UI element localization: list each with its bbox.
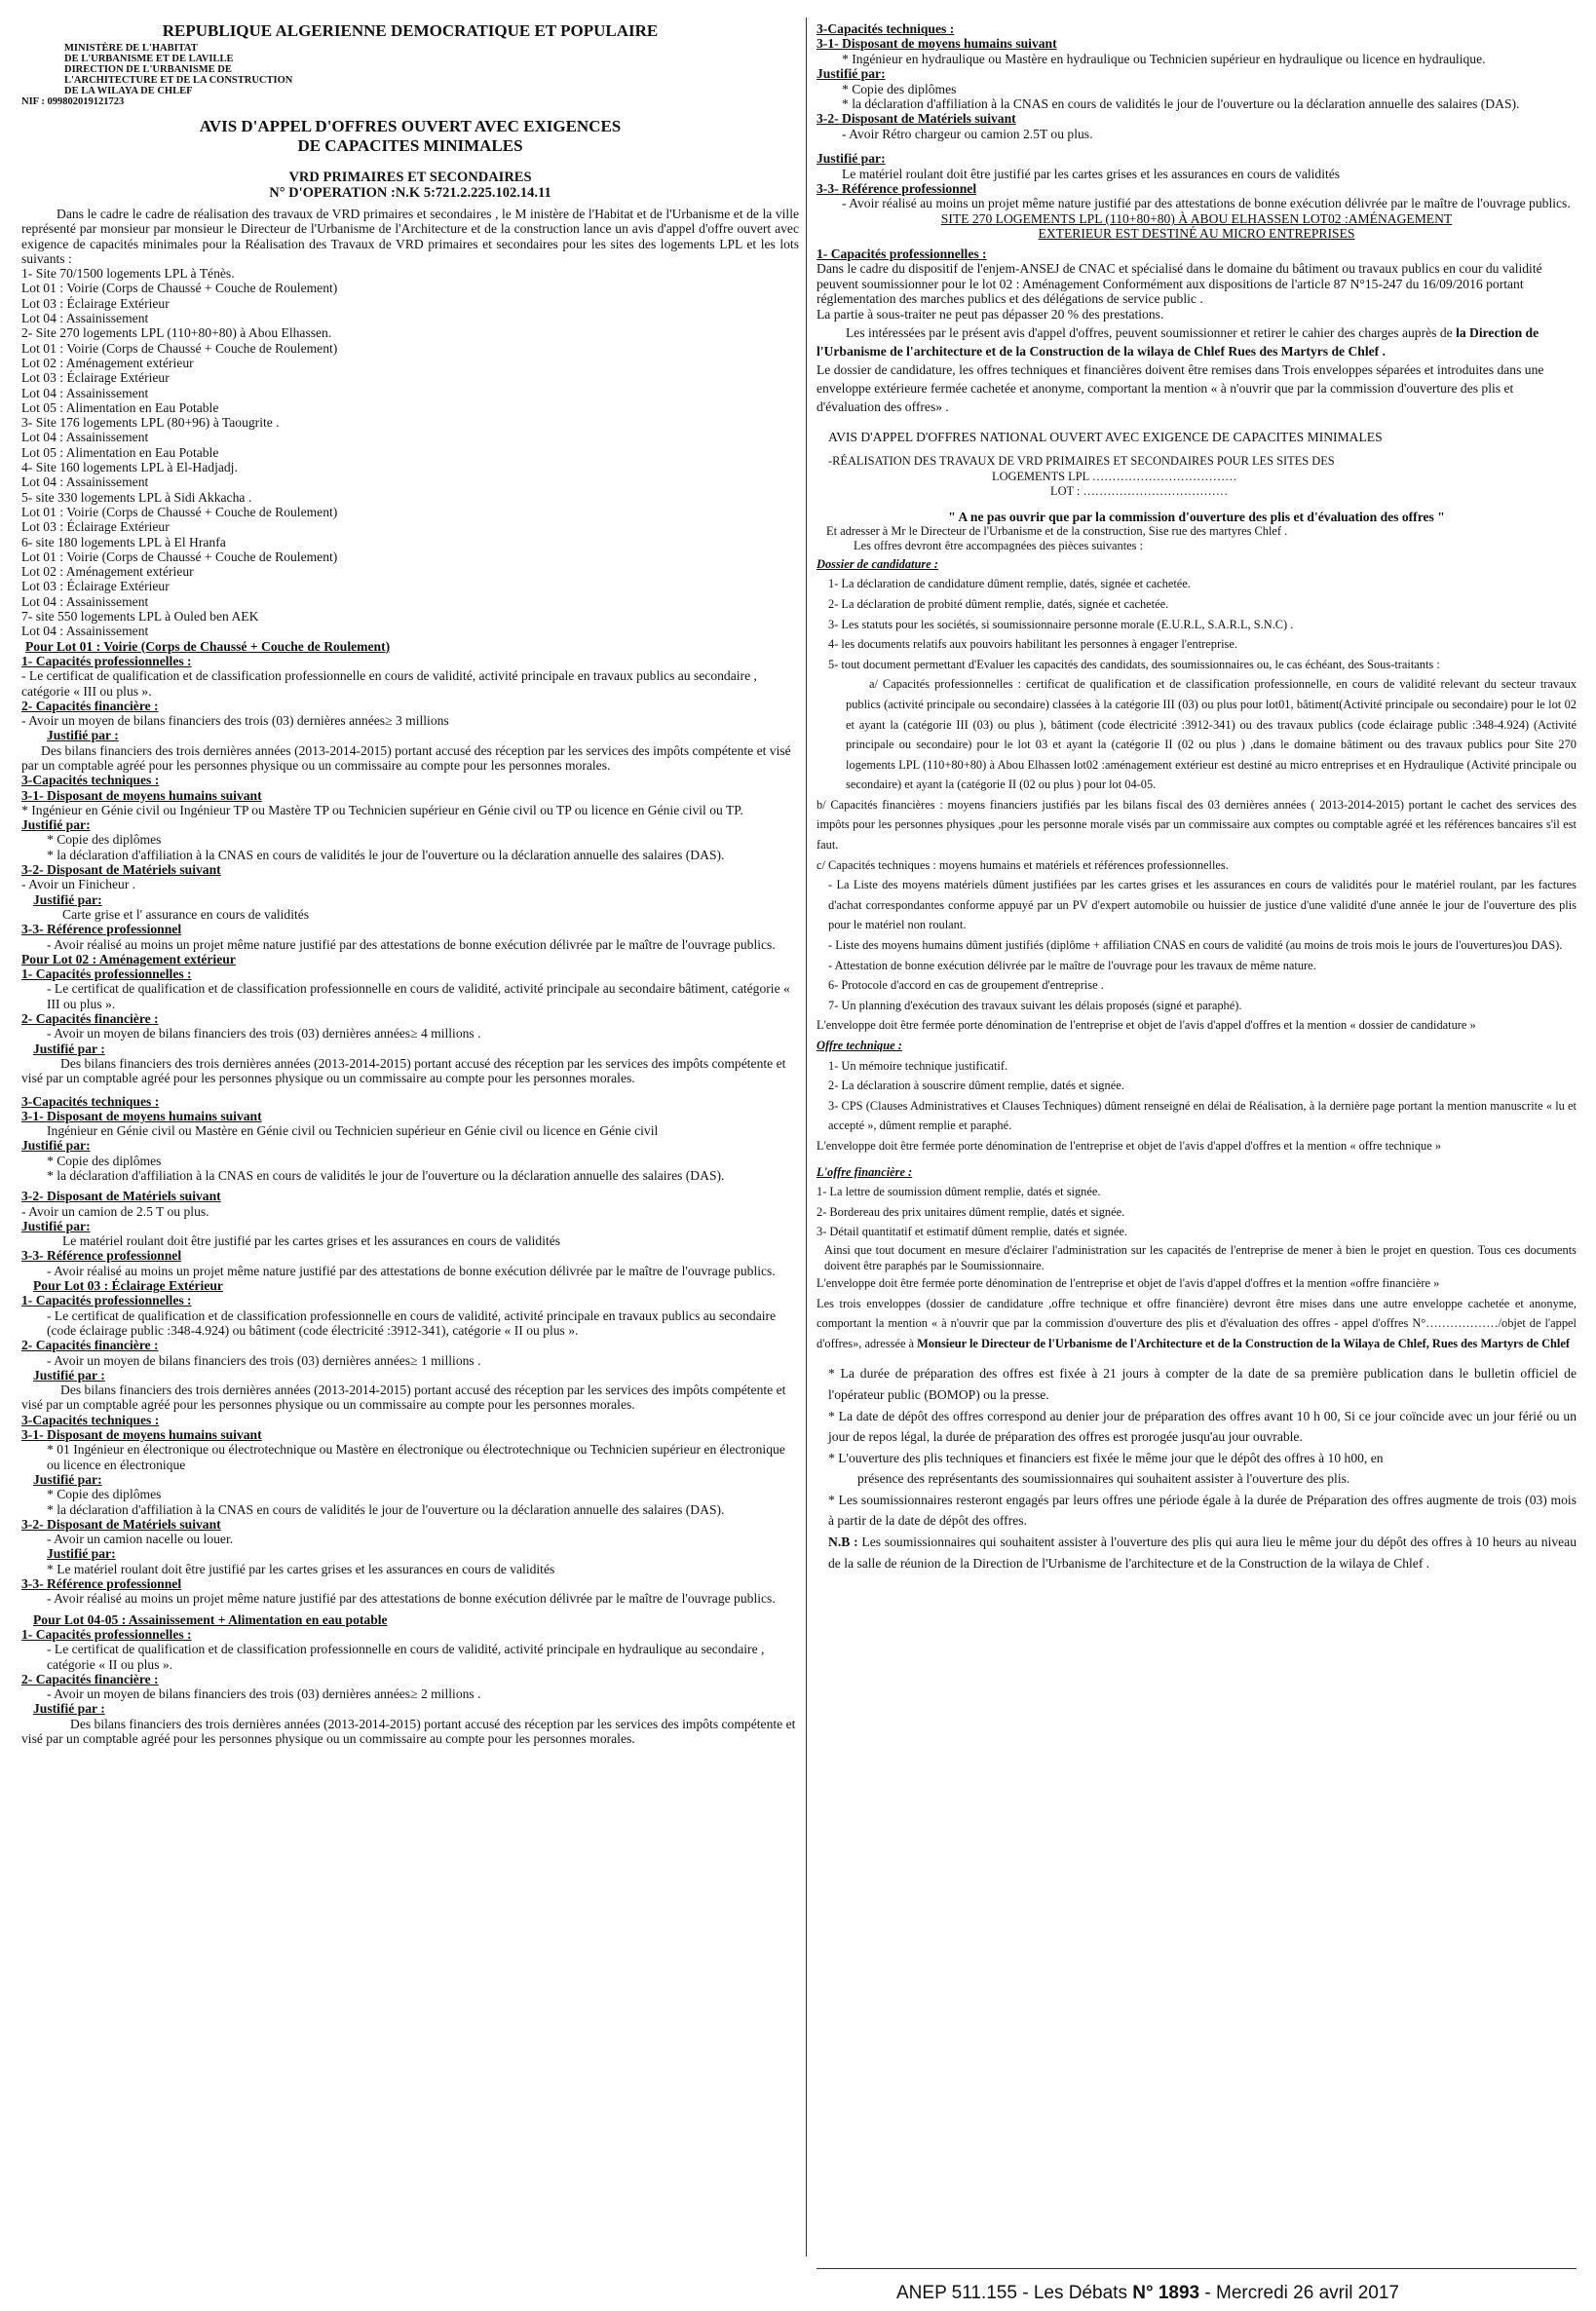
reference-text: - Avoir réalisé au moins un projet même nature justifié par des attestations de bonne exécution délivrée par le maître de l'ouvrage publics. bbox=[47, 1591, 776, 1607]
site270-title-line: EXTERIEUR EST DESTINÉ AU MICRO ENTREPRISES bbox=[1038, 225, 1355, 241]
lot-line: Lot 01 : Voirie (Corps de Chaussé + Couche de Roulement) bbox=[21, 281, 338, 296]
lot-line: Lot 03 : Éclairage Extérieur bbox=[21, 519, 170, 535]
offre-fin-item: 2- Bordereau des prix unitaires dûment remplie, datés et signée. bbox=[817, 1204, 1125, 1219]
cap-pro-text: - Le certificat de qualification et de classification professionnelle en cours de validité, activité principale en hydraulique au secondaire , catégorie « II ou plus ». bbox=[47, 1642, 765, 1672]
dossier-item: 5- tout document permettant d'Evaluer les capacités des candidats, des soumissionnaires ou, le cas échéant, des Sous-traitants : bbox=[828, 657, 1440, 671]
lot-line: Lot 05 : Alimentation en Eau Potable bbox=[21, 444, 219, 460]
site270-title bbox=[817, 211, 1577, 241]
offre-tech-heading: Offre technique : bbox=[817, 1039, 902, 1052]
lot-line: Lot 04 : Assainissement bbox=[21, 430, 149, 445]
offre-fin-item: 1- La lettre de soumission dûment remplie, datés et signée. bbox=[817, 1185, 1101, 1199]
cnas-text: * la déclaration d'affiliation à la CNAS en cours de validités le jour de l'ouverture ou la déclaration annuelle des salaires (DAS). bbox=[47, 847, 725, 862]
justifie-heading: Justifié par: bbox=[21, 1218, 91, 1233]
cnas-text: * la déclaration d'affiliation à la CNAS en cours de validités le jour de l'ouverture ou la déclaration annuelle des salaires (DAS). bbox=[842, 96, 1520, 112]
dossier-c: c/ Capacités techniques : moyens humains et matériels et références professionnelles. bbox=[817, 857, 1229, 872]
vrd-title: VRD PRIMAIRES ET SECONDAIRES bbox=[288, 170, 532, 185]
humains-heading: 3-1- Disposant de moyens humains suivant bbox=[21, 787, 262, 803]
materiels-heading: 3-2- Disposant de Matériels suivant bbox=[21, 1189, 221, 1204]
offre-fin-item: 3- Détail quantitatif et estimatif dûment remplie, datés et signée. bbox=[817, 1225, 1127, 1239]
justifie-heading: Justifié par : bbox=[33, 1701, 105, 1717]
lot-line: Lot 04 : Assainissement bbox=[21, 593, 149, 609]
dossier-section bbox=[817, 554, 1577, 1354]
humains-heading: 3-1- Disposant de moyens humains suivant bbox=[21, 1427, 262, 1443]
dossier-remise-text: Le dossier de candidature, les offres techniques et financières doivent être remises dans Trois enveloppes séparées et introduites dans une enveloppe extérieure fermée cachetée et anonyme, comportant la mention « à n'ouvrir que par la commission d'ouverture des plis et d'évaluation des offres» . bbox=[817, 361, 1544, 414]
site270-text: Dans le cadre du dispositif de l'enjem-ANSEJ de CNAC et spécialisé dans le domaine du bâtiment ou travaux publics en cour du validité peuvent soumissionner pour le lot 02 : Aménagement Conformément aux dispositions de l'article 87 N°15-247 du 16/09/2016 portant réglementation des marches publics et des délégations de service public . bbox=[817, 261, 1542, 307]
reference-heading: 3-3- Référence professionnel bbox=[817, 181, 977, 197]
lot-line: Lot 02 : Aménagement extérieur bbox=[21, 564, 194, 580]
dossier-env: L'enveloppe doit être fermée porte dénomination de l'entreprise et objet de l'avis d'appel d'offres et la mention « dossier de candidature » bbox=[817, 1018, 1476, 1033]
materiels-text: - Avoir un Finicheur . bbox=[21, 877, 136, 892]
ministry-line: DE L'URBANISME ET DE LAVILLE bbox=[64, 54, 234, 64]
retrait-text-bold: la Direction de l'Urbanisme de l'architecture et de la Construction de la wilaya de Chlef Rues des Martyrs de Chlef . bbox=[817, 324, 1539, 359]
republic-heading: REPUBLIQUE ALGERIENNE DEMOCRATIQUE ET POPULAIRE bbox=[162, 21, 659, 40]
reference-text: - Avoir réalisé au moins un projet même nature justifié par des attestations de bonne exécution délivrée par le maître de l'ouvrage publics. bbox=[47, 936, 776, 952]
lot-line: Lot 04 : Assainissement bbox=[21, 474, 149, 490]
cap-fin-text: - Avoir un moyen de bilans financiers des trois (03) dernières années≥ 1 millions . bbox=[47, 1352, 481, 1368]
dossier-item: 7- Un planning d'exécution des travaux suivant les délais proposés (signé et paraphé). bbox=[828, 998, 1242, 1012]
cap-tech-heading: 3-Capacités techniques : bbox=[817, 21, 955, 36]
humains-text: * Ingénieur en hydraulique ou Mastère en hydraulique ou Technicien supérieur en hydraulique ou licence en hydraulique. bbox=[842, 51, 1486, 66]
justifie-heading: Justifié par : bbox=[33, 1367, 105, 1383]
humains-heading: 3-1- Disposant de moyens humains suivant bbox=[21, 1108, 262, 1123]
lot0405-title: Pour Lot 04-05 : Assainissement + Alimentation en eau potable bbox=[33, 1611, 388, 1627]
dossier-item: 3- Les statuts pour les sociétés, si soumissionnaire personne morale (E.U.R.L, S.A.R.L, S.N.C) . bbox=[828, 617, 1294, 631]
final-item: * La date de dépôt des offres correspond au denier jour de préparation des offres avant 10 h 00, Si ce jour coïncide avec un jour férié ou un jour de repos légal, la durée de préparation des offres est prorogée jusqu'au jour ouvrable. bbox=[828, 1408, 1577, 1445]
intro-paragraph: Dans le cadre le cadre de réalisation des travaux de VRD primaires et secondaires , le M inistère de l'Habitat et de l'Urbanisme et de la ville représenté par monsieur par monsieur le Directeur de l'Urbanisme de l'Architecture et de la construction lance un avis d'appel d'offre ouvert avec exigence de capacités minimales pour la Réalisation des Travaux de VRD primaires et secondaires pour les sites des logements LPL et les lots suivants : bbox=[21, 207, 799, 266]
final-item: * La durée de préparation des offres est fixée à 21 jours à compter de la date de sa première publication dans le bulletin officiel de l'opérateur public (BOMOP) ou la presse. bbox=[828, 1366, 1577, 1402]
cap-tech-heading: 3-Capacités techniques : bbox=[21, 1412, 160, 1427]
humains-heading: 3-1- Disposant de moyens humains suivant bbox=[817, 36, 1057, 52]
dossier-b: b/ Capacités financières : moyens financiers justifiés par les bilans fiscal des 03 dernières années ( 2013-2014-2015) portant le cachet des services des impôts pour les personnes physiques ,pour les personne morale visés par un commissaire aux comptes ou comptable agréé et les références bancaires s'il est faut. bbox=[817, 797, 1577, 852]
sous-traiter-text: La partie à sous-traiter ne peut pas dépasser 20 % des prestations. bbox=[817, 306, 1164, 322]
justifie-heading: Justifié par : bbox=[47, 728, 119, 743]
cap-fin-text: - Avoir un moyen de bilans financiers des trois (03) dernières années≥ 3 millions bbox=[21, 713, 449, 729]
justifie-text: * Le matériel roulant doit être justifié par les cartes grises et les assurances en cours de validités bbox=[47, 1561, 555, 1576]
footer-date: - Mercredi 26 avril 2017 bbox=[1199, 2283, 1399, 2303]
final-item: présence des représentants des soumissionnaires qui souhaitent assister à l'ouverture des plis. bbox=[857, 1471, 1350, 1487]
justifie-text: Carte grise et l' assurance en cours de validités bbox=[62, 906, 310, 922]
cap-fin-heading: 2- Capacités financière : bbox=[21, 698, 159, 713]
justifie-text: Des bilans financiers des trois dernières années (2013-2014-2015) portant accusé des réception par les services des impôts compétente et visé par un comptable agréé pour les personnes physique ou un commissaire au compte pour les personnes morales. bbox=[21, 1055, 786, 1086]
ministry-line: MINISTÈRE DE L'HABITAT bbox=[64, 43, 198, 54]
ministry-line: DE LA WILAYA DE CHLEF bbox=[64, 86, 193, 96]
final-section bbox=[817, 1363, 1577, 1573]
lot02-title: Pour Lot 02 : Aménagement extérieur bbox=[21, 951, 236, 966]
humains-text: * Ingénieur en Génie civil ou Ingénieur TP ou Mastère TP ou Technicien supérieur en Génie civil ou TP ou licence en Génie civil ou TP. bbox=[21, 802, 743, 817]
lot03-title: Pour Lot 03 : Éclairage Extérieur bbox=[33, 1278, 223, 1294]
justifie-heading: Justifié par: bbox=[33, 891, 102, 907]
ministry-line: DIRECTION DE L'URBANISME DE bbox=[64, 64, 232, 75]
site-line: 3- Site 176 logements LPL (80+96) à Taougrite . bbox=[21, 415, 280, 431]
lot-line: Lot 03 : Éclairage Extérieur bbox=[21, 295, 170, 311]
dossier-item: 4- les documents relatifs aux pouvoirs habilitant les personnes à engager l'entreprise. bbox=[828, 637, 1237, 652]
cap-pro-heading: 1- Capacités professionnelles : bbox=[21, 653, 192, 668]
offre-fin-env: L'enveloppe doit être fermée porte dénomination de l'entreprise et objet de l'avis d'appel d'offres et la mention «offre financière » bbox=[817, 1275, 1440, 1290]
cap-pro-heading: 1- Capacités professionnelles : bbox=[21, 966, 192, 982]
site270-title-line: SITE 270 LOGEMENTS LPL (110+80+80) À ABOU ELHASSEN LOT02 :AMÉNAGEMENT bbox=[940, 210, 1453, 226]
cap-fin-heading: 2- Capacités financière : bbox=[21, 1338, 159, 1353]
reference-heading: 3-3- Référence professionnel bbox=[21, 922, 182, 937]
site-line: 2- Site 270 logements LPL (110+80+80) à Abou Elhassen. bbox=[21, 325, 332, 341]
envelope-line4: LOT : ……………………………… bbox=[1050, 484, 1229, 499]
dossier-c1: - La Liste des moyens matériels dûment justifiées par les cartes grises et les assurances en cours de validités pour le matériel roulant, par les factures d'achat correspondantes conforme appuyé par un PV d'expert automobile ou huissier de justice d'une validité d'une année le jour de l'ouverture des plis pour le matériel non roulant. bbox=[828, 878, 1577, 932]
offre-fin-ainsi: Ainsi que tout document en mesure d'éclairer l'administration sur les capacités de l'entreprise de mener à bien le projet en question. Tous ces documents doivent être paraphés par le Soumissionnaire. bbox=[824, 1242, 1577, 1272]
operation-number: N° D'OPERATION :N.K 5:721.2.225.102.14.11 bbox=[269, 185, 551, 201]
justifie-heading: Justifié par: bbox=[21, 1138, 91, 1154]
offre-tech-item: 2- La déclaration à souscrire dûment remplie, datés et signée. bbox=[828, 1079, 1124, 1093]
nif-line: NIF : 099802019121723 bbox=[21, 96, 125, 107]
reference-text: - Avoir réalisé au moins un projet même nature justifié par des attestations de bonne exécution délivrée par le maître de l'ouvrage publics. bbox=[47, 1263, 776, 1278]
lot-line: Lot 03 : Éclairage Extérieur bbox=[21, 579, 170, 594]
lot-line: Lot 04 : Assainissement bbox=[21, 624, 149, 639]
trois-enveloppes bbox=[817, 1294, 1577, 1354]
lot-line: Lot 02 : Aménagement extérieur bbox=[21, 355, 194, 370]
avis-title bbox=[21, 117, 799, 156]
cap-fin-text: - Avoir un moyen de bilans financiers des trois (03) dernières années≥ 2 millions . bbox=[47, 1686, 481, 1702]
diplomes-text: * Copie des diplômes bbox=[842, 81, 957, 96]
materiels-text: - Avoir un camion nacelle ou louer. bbox=[47, 1532, 234, 1547]
justifie-text: Le matériel roulant doit être justifié par les cartes grises et les assurances en cours de validités bbox=[842, 166, 1341, 181]
justifie-heading: Justifié par: bbox=[817, 66, 886, 82]
justifie-text: Le matériel roulant doit être justifié par les cartes grises et les assurances en cours de validités bbox=[62, 1233, 561, 1249]
cnas-text: * la déclaration d'affiliation à la CNAS en cours de validités le jour de l'ouverture ou la déclaration annuelle des salaires (DAS). bbox=[47, 1501, 725, 1517]
justifie-heading: Justifié par : bbox=[33, 1041, 105, 1056]
cap-fin-text: - Avoir un moyen de bilans financiers des trois (03) dernières années≥ 4 millions . bbox=[47, 1026, 481, 1042]
cap-pro-text: - Le certificat de qualification et de classification professionnelle en cours de validité, activité principale au secondaire bâtiment, catégorie « III ou plus ». bbox=[47, 981, 790, 1011]
ministry-block bbox=[21, 43, 799, 107]
dossier-c3: - Attestation de bonne exécution délivrée par le maître de l'ouvrage pour les travaux de même nature. bbox=[828, 958, 1316, 972]
lot03-section bbox=[21, 1278, 799, 1607]
lot0405-section bbox=[21, 1612, 799, 1747]
footer-anep: ANEP 511.155 - Les Débats bbox=[896, 2283, 1133, 2303]
cap-pro-heading: 1- Capacités professionnelles : bbox=[21, 1293, 192, 1308]
justifie-heading: Justifié par: bbox=[33, 1471, 102, 1487]
offre-fin-heading: L'offre financière : bbox=[817, 1164, 913, 1179]
right-column bbox=[817, 21, 1577, 2262]
materiels-heading: 3-2- Disposant de Matériels suivant bbox=[21, 862, 221, 878]
materiels-text: - Avoir Rétro chargeur ou camion 2.5T ou plus. bbox=[842, 126, 1093, 141]
justifie-heading: Justifié par: bbox=[817, 151, 886, 167]
justifie-text: Des bilans financiers des trois dernières années (2013-2014-2015) portant accusé des réception par les services des impôts compétente et visé par un comptable agréé pour les personnes physique ou un commissaire au compte pour les personnes morales. bbox=[21, 742, 791, 773]
lot-line: Lot 01 : Voirie (Corps de Chaussé + Couche de Roulement) bbox=[21, 504, 338, 519]
left-column bbox=[21, 21, 799, 2262]
lot-line: Lot 01 : Voirie (Corps de Chaussé + Couche de Roulement) bbox=[21, 340, 338, 356]
column-divider bbox=[806, 18, 807, 2256]
offre-tech-env: L'enveloppe doit être fermée porte dénomination de l'entreprise et objet de l'avis d'appel d'offres et la mention « offre technique » bbox=[817, 1138, 1442, 1153]
reference-heading: 3-3- Référence professionnel bbox=[21, 1248, 182, 1264]
dossier-item: 2- La déclaration de probité dûment remplie, datés, signée et cachetée. bbox=[828, 596, 1169, 611]
materiels-heading: 3-2- Disposant de Matériels suivant bbox=[21, 1516, 221, 1532]
footer-numero: N° 1893 bbox=[1132, 2283, 1200, 2303]
trois-enveloppes-text: Les trois enveloppes (dossier de candidature ,offre technique et offre financière) devront être mises dans une autre enveloppe cachetée et anonyme, comportant la mention « à n'ouvrir que par la commission d'ouverture des plis et d'évaluation des offres - appel d'offres N°………………/objet de l'appel d'offres», adressée à bbox=[817, 1296, 1577, 1350]
justifie-text: Des bilans financiers des trois dernières années (2013-2014-2015) portant accusé des réception par les services des impôts compétente et visé par un comptable agréé pour les personnes physique ou un commissaire au compte pour les personnes morales. bbox=[21, 1383, 786, 1413]
nb-label: N.B : bbox=[828, 1534, 858, 1550]
retrait-text-normal: Les intéressées par le présent avis d'appel d'offres, peuvent soumissionner et retirer le cahier des charges auprès de bbox=[846, 324, 1457, 340]
footer-rule bbox=[817, 2268, 1577, 2269]
lot-line: Lot 03 : Éclairage Extérieur bbox=[21, 370, 170, 386]
adresser-text: Et adresser à Mr le Directeur de l'Urbanisme et de la construction, Sise rue des martyres Chlef . bbox=[826, 523, 1288, 538]
final-item: * L'ouverture des plis techniques et financiers est fixée le même jour que le dépôt des offres à 10 h00, en bbox=[828, 1450, 1384, 1465]
dossier-item: 6- Protocole d'accord en cas de groupement d'entreprise . bbox=[828, 978, 1104, 993]
cap-pro-heading: 1- Capacités professionnelles : bbox=[21, 1626, 192, 1642]
site-line: 6- site 180 logements LPL à El Hranfa bbox=[21, 534, 226, 549]
lot01-section bbox=[21, 639, 799, 952]
offre-tech-item: 1- Un mémoire technique justificatif. bbox=[828, 1058, 1008, 1073]
materiels-text: - Avoir un camion de 2.5 T ou plus. bbox=[21, 1203, 209, 1219]
avis-title-line: AVIS D'APPEL D'OFFRES OUVERT AVEC EXIGENCES bbox=[199, 117, 622, 135]
lot01-title: Pour Lot 01 : Voirie (Corps de Chaussé + Couche de Roulement) bbox=[25, 638, 391, 654]
dossier-a: a/ Capacités professionnelles : certificat de qualification et de classification professionnelle, en cours de validité relevant du secteur travaux publics (activité principale ou secondaire) classées à la catégorie III (03) ou plus pour lot01, bâtiment(Activité principale ou secondaire) pour le lot 02 et ayant la (catégorie III (03) ou plus ), bâtiment (code électricité :3912-341) ou des travaux publics (code éclairage public :348-4.924) (Activité principale ou secondaire) pour le lot 03 et ayant la (catégorie II (02 ou plus ) ,dans le domaine bâtiment ou des travaux publics pour Site 270 logements LPL (110+80+80) à Abou Elhassen lot02 :aménagement extérieur est destiné au micro entreprises et en Hydraulique (Activité principale ou secondaire) et ayant la (catégorie II (02 ou plus ) pour lot 04-05. bbox=[846, 677, 1577, 792]
diplomes-text: * Copie des diplômes bbox=[47, 832, 162, 848]
materiels-heading: 3-2- Disposant de Matériels suivant bbox=[817, 111, 1016, 127]
cap-fin-heading: 2- Capacités financière : bbox=[21, 1011, 159, 1027]
lot-line: Lot 04 : Assainissement bbox=[21, 385, 149, 400]
sites-list bbox=[21, 266, 799, 638]
lot-line: Lot 05 : Alimentation en Eau Potable bbox=[21, 399, 219, 415]
humains-text: * 01 Ingénieur en électronique ou électrotechnique ou Mastère en électronique ou électrotechnique ou Technicien supérieur en électronique ou licence en électronique bbox=[47, 1442, 785, 1472]
envelope-quote: " A ne pas ouvrir que par la commission d'ouverture des plis et d'évaluation des offres " bbox=[948, 509, 1445, 524]
ministry-line: L'ARCHITECTURE ET DE LA CONSTRUCTION bbox=[64, 75, 293, 86]
pieces-text: Les offres devront être accompagnées des pièces suivantes : bbox=[854, 539, 1144, 553]
site-line: 7- site 550 logements LPL à Ouled ben AEK bbox=[21, 609, 259, 625]
justifie-heading: Justifié par: bbox=[47, 1546, 116, 1562]
site-line: 1- Site 70/1500 logements LPL à Ténès. bbox=[21, 266, 235, 282]
cnas-text: * la déclaration d'affiliation à la CNAS en cours de validités le jour de l'ouverture ou la déclaration annuelle des salaires (DAS). bbox=[47, 1168, 725, 1183]
final-item: * Les soumissionnaires resteront engagés par leurs offres une période égale à la durée de Préparation des offres augmente de trois (03) mois à partir de la date de dépôt des offres. bbox=[828, 1492, 1577, 1529]
envelope-line2: -RÉALISATION DES TRAVAUX DE VRD PRIMAIRES ET SECONDAIRES POUR LES SITES DES bbox=[828, 454, 1335, 469]
trois-enveloppes-bold: Monsieur le Directeur de l'Urbanisme de l'Architecture et de la Construction de la Wilaya de Chlef, Rues des Martyrs de Chlef bbox=[917, 1336, 1570, 1350]
site-line: 4- Site 160 logements LPL à El-Hadjadj. bbox=[21, 460, 238, 475]
diplomes-text: * Copie des diplômes bbox=[47, 1487, 162, 1502]
justifie-text: Des bilans financiers des trois dernières années (2013-2014-2015) portant accusé des réception par les services des impôts compétente et visé par un comptable agréé pour les personnes physique ou un commissaire au compte pour les personnes morales. bbox=[21, 1716, 796, 1746]
lot-line: Lot 01 : Voirie (Corps de Chaussé + Couche de Roulement) bbox=[21, 549, 338, 564]
lot02-section bbox=[21, 952, 799, 1278]
envelope-line3: LOGEMENTS LPL ……………………………… bbox=[992, 469, 1237, 483]
cap-pro-heading: 1- Capacités professionnelles : bbox=[817, 246, 987, 261]
avis-title-line: DE CAPACITES MINIMALES bbox=[297, 136, 523, 155]
offre-tech-item: 3- CPS (Clauses Administratives et Clauses Techniques) dûment renseigné en délai de Réalisation, à la dernière page portant la mention manuscrite « lu et accepté », dûment remplie et paraphé. bbox=[828, 1098, 1577, 1133]
cap-fin-heading: 2- Capacités financière : bbox=[21, 1671, 159, 1686]
lot0405-continued bbox=[817, 21, 1577, 554]
humains-text: Ingénieur en Génie civil ou Mastère en Génie civil ou Technicien supérieur en Génie civil ou licence en Génie civil bbox=[47, 1123, 659, 1139]
dossier-c2: - Liste des moyens humains dûment justifiés (diplôme + affiliation CNAS en cours de validité (au moins de trois mois le jours de l'ouvertures)ou DAS). bbox=[828, 938, 1563, 953]
site-line: 5- site 330 logements LPL à Sidi Akkacha . bbox=[21, 489, 252, 505]
dossier-heading: Dossier de candidature : bbox=[817, 556, 938, 571]
cap-tech-heading: 3-Capacités techniques : bbox=[21, 773, 160, 788]
justifie-heading: Justifié par: bbox=[21, 817, 91, 833]
diplomes-text: * Copie des diplômes bbox=[47, 1153, 162, 1168]
retrait-text bbox=[817, 323, 1577, 360]
lot-line: Lot 04 : Assainissement bbox=[21, 311, 149, 326]
dossier-item: 1- La déclaration de candidature dûment remplie, datés, signée et cachetée. bbox=[828, 577, 1191, 591]
reference-text: - Avoir réalisé au moins un projet même nature justifié par des attestations de bonne exécution délivrée par le maître de l'ouvrage publics. bbox=[842, 196, 1571, 211]
envelope-line1: AVIS D'APPEL D'OFFRES NATIONAL OUVERT AVEC EXIGENCE DE CAPACITES MINIMALES bbox=[828, 429, 1383, 444]
cap-pro-text: - Le certificat de qualification et de classification professionnelle en cours de validité, activité principale en travaux publics au secondaire , catégorie « III ou plus ». bbox=[21, 668, 757, 699]
cap-tech-heading: 3-Capacités techniques : bbox=[21, 1093, 160, 1109]
cap-pro-text: - Le certificat de qualification et de classification professionnelle en cours de validité, activité principale en travaux publics au secondaire (code éclairage public :348-4.924) ou bâtiment (code électricité :3912-341), catégorie « II ou plus ». bbox=[47, 1307, 777, 1338]
reference-heading: 3-3- Référence professionnel bbox=[21, 1576, 182, 1592]
nb-text: Les soumissionnaires qui souhaitent assister à l'ouverture des plis qui aura lieu le même jour du dépôt des offres à 10 heurs au niveau de la salle de réunion de la Direction de l'Urbanisme de l'architecture et de la Construction de la wilaya de Chlef . bbox=[828, 1534, 1577, 1571]
nb-paragraph bbox=[817, 1532, 1577, 1573]
footer-credit bbox=[896, 2281, 1578, 2306]
